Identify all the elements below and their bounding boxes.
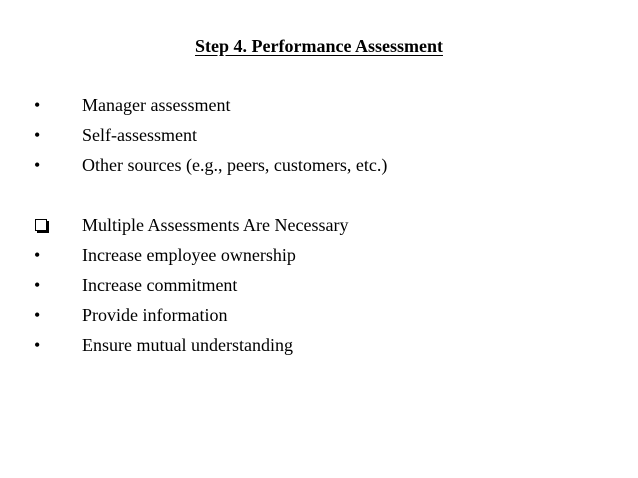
list-item-text: Provide information [82, 305, 228, 325]
section-heading [0, 210, 638, 240]
list-item-text: Other sources (e.g., peers, customers, etc.) [82, 155, 388, 175]
list-item [0, 270, 638, 300]
checkbox-marker [34, 210, 64, 240]
list-item [0, 90, 638, 120]
list-item [0, 120, 638, 150]
list-item-text: Increase commitment [82, 275, 238, 295]
bullet-marker: • [34, 155, 41, 175]
section-heading-text: Multiple Assessments Are Necessary [82, 215, 349, 235]
list-item-text: Manager assessment [82, 95, 231, 115]
list-item-text: Increase employee ownership [82, 245, 296, 265]
bullet-marker: • [34, 125, 41, 145]
list-item [0, 150, 638, 180]
bullet-marker: • [34, 245, 41, 265]
slide-title: Step 4. Performance Assessment [195, 36, 443, 56]
list-item [0, 300, 638, 330]
list-item [0, 240, 638, 270]
list-item [0, 330, 638, 360]
list-item-text: Self-assessment [82, 125, 197, 145]
bullet-marker: • [34, 335, 41, 355]
bullet-marker: • [34, 275, 41, 295]
list-item-text: Ensure mutual understanding [82, 335, 293, 355]
bullet-marker: • [34, 95, 41, 115]
checkbox-icon [35, 219, 47, 231]
bullet-marker: • [34, 305, 41, 325]
